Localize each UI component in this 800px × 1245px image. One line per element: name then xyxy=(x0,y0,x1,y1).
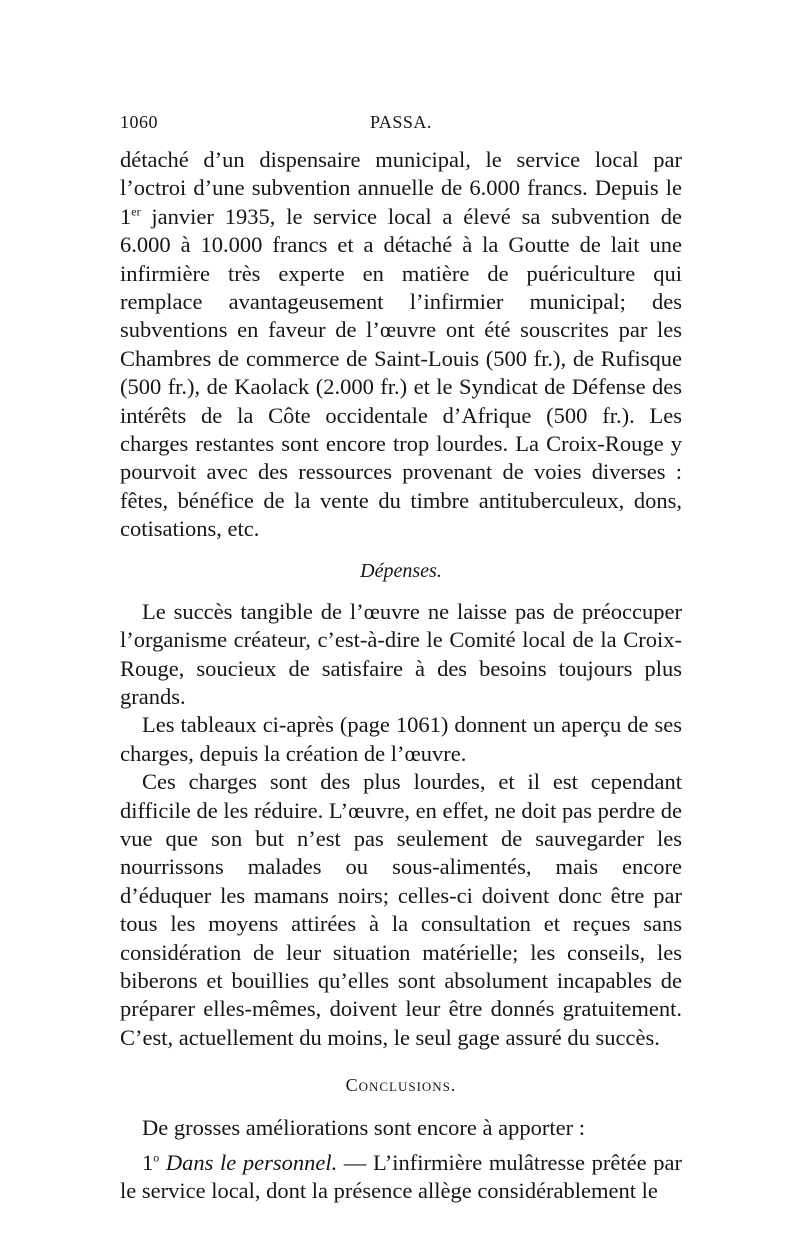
paragraph-text-continued: janvier 1935, le service local a élevé sa subvention de 6.000 à 10.000 francs et a détaché à la Goutte de lait une infirmière très experte en matière de puériculture qui remplace avantageusement l’infirmier municipal; des subventions en faveur de l’œuvre ont été souscrites par les Chambres de commerce de Saint-Louis (500 fr.), de Rufisque (500 fr.), de Kaolack (2.000 fr.) et le Syndicat de Défense des intérêts de la Côte occidentale d’Afrique (500 fr.). Les charges restantes sont encore trop lourdes. La Croix-Rouge y pourvoit avec des ressources provenant de voies diverses : fêtes, bénéfice de la vente du timbre antituberculeux, dons, cotisations, etc. xyxy=(120,203,682,542)
page-header xyxy=(120,112,682,146)
paragraph-personnel xyxy=(120,1149,682,1206)
page-number: 1060 xyxy=(120,112,158,132)
paragraph-ameliorations: De grosses améliorations sont encore à apporter : xyxy=(142,1115,585,1141)
section-title-depenses: Dépenses. xyxy=(360,559,442,582)
paragraph-charges: Ces charges sont des plus lourdes, et il est cependant difficile de les réduire. L’œuvre, en effet, ne doit pas perdre de vue que son but n’est pas seulement de sauvegarder les nourrissons malades ou sous-alimentés, mais encore d’éduquer les mamans noirs; celles-ci doivent donc être par tous les moyens attirées à la consultation et reçues sans considération de leur situation matérielle; les conseils, les biberons et bouillies qu’elles sont absolument incapables de préparer elles-mêmes, doivent leur être donnés gratuitement. C’est, actuellement du moins, le seul gage assuré du succès. xyxy=(120,769,682,1050)
list-item-text: — L’infirmière mulâtresse prêtée par le service local, dont la présence allège considérablement le xyxy=(120,1149,683,1203)
paragraph-tableaux: Les tableaux ci-après (page 1061) donnent un aperçu de ses charges, depuis la création de l’œuvre. xyxy=(120,712,682,766)
paragraph-subvention xyxy=(120,146,682,544)
paragraph-succes: Le succès tangible de l’œuvre ne laisse pas de préoccuper l’organisme créateur, c’est-à-dire le Comité local de la Croix-Rouge, soucieux de satisfaire à des besoins toujours plus grands. xyxy=(120,598,682,709)
list-item-heading: Dans le personnel. xyxy=(165,1149,338,1175)
running-head: PASSA. xyxy=(370,112,432,132)
list-number: 1 xyxy=(142,1149,154,1175)
paragraph-text: détaché d’un dispensaire municipal, le service local par l’octroi d’une subvention annuelle de 6.000 francs. Depuis le xyxy=(120,147,682,201)
section-title-conclusions: Conclusions. xyxy=(345,1075,457,1096)
list-number-suffix: o xyxy=(153,1150,160,1165)
ordinal-suffix: er xyxy=(131,204,141,219)
book-page xyxy=(120,112,682,1205)
ordinal-number: 1 xyxy=(120,203,132,229)
